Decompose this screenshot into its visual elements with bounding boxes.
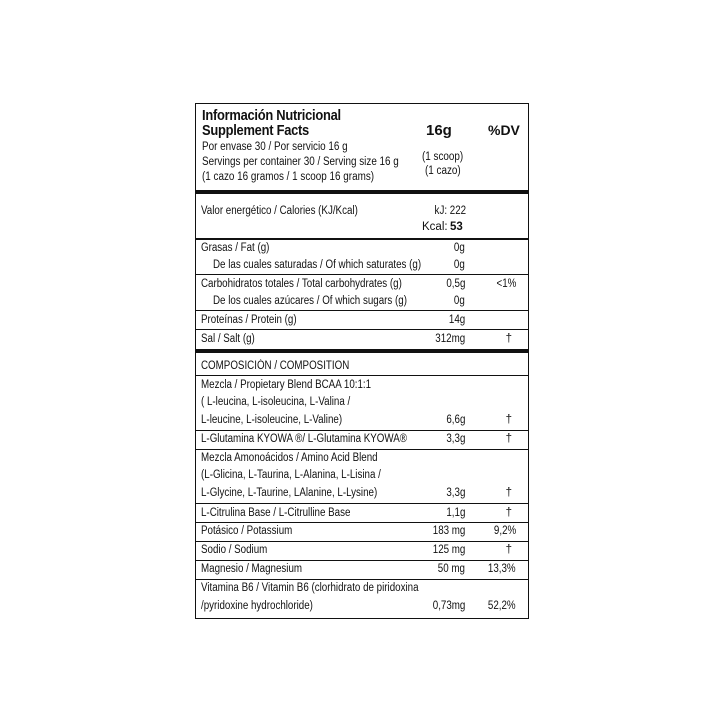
kcal-label: Kcal: [422,221,448,233]
divider-thick [196,349,528,353]
divider [196,449,528,450]
kcal-value: 53 [450,221,463,233]
facts-header [200,107,526,194]
divider [196,541,528,542]
serving-column-header: 16g [426,122,452,139]
divider [196,238,528,240]
divider [196,430,528,431]
divider [196,503,528,504]
divider [196,310,528,311]
scoop-line: (1 cazo 16 gramos / 1 scoop 16 grams) [202,171,375,183]
divider [196,522,528,523]
scoop-en: (1 scoop) [422,151,464,163]
scoop-es: (1 cazo) [425,165,461,177]
title-spanish: Información Nutricional [202,107,341,124]
servings-line-es: Por envase 30 / Por servicio 16 g [202,141,348,153]
title-english: Supplement Facts [202,122,309,139]
divider [196,375,528,376]
divider [196,274,528,275]
divider [196,329,528,330]
servings-line-en: Servings per container 30 / Serving size 16 g [202,156,399,168]
divider-thick [196,190,528,194]
dv-column-header: %DV [488,122,520,138]
divider [196,579,528,580]
divider [196,560,528,561]
energy-label: Valor energético / Calories (KJ/Kcal) [201,205,358,217]
energy-kj: kJ: 222 [434,205,466,217]
composition-heading: COMPOSICIÓN / COMPOSITION [201,360,350,372]
supplement-facts-panel: Información Nutricional Supplement Facts 16g %DV Por envase 30 / Por servicio 16 g Servings per container 30 / Serving size 16 g (1 cazo 16 gramos / 1 scoop 16 grams) (1 scoop) (1 cazo) Valor energético / Calories (KJ/Kcal) kJ: 222 Kcal: 53 Grasas / Fat (g) 0g De las cuales saturadas / Of which saturates (g) 0g Carbohidratos totales / Total carbohydrates (g) 0,5g <1% De los cuales azúcares / Of which sugars (g) 0g Proteínas / Protein (g) 14g Sal / Salt (g) 312mg † COMPOSICIÓN / COMPOSITION Mezcla / Propietary Blend BCAA 10:1:1 ( L-leucina, L-isoleucina, L-Valina / L-leucine, L-isoleucine, L-Valine) 6,6g † L-Glutamina KYOWA ®/ L-Glutamina KYOWA® 3,3g † Mezcla Amonoácidos / Amino Acid Blend (L-Glicina, L-Taurina, L-Alanina, L-Lisina / L-Glycine, L-Taurine, LAlanine, L-Lysine) 3,3g † L-Citrulina Base / L-Citrulline Base 1,1g † Potásico / Potassium 183 mg 9,2% Sodio / Sodium 125 mg † Magnesio / Magnesium 50 mg 13,3% Vitamina B6 / Vitamin B6 (clorhidrato de piridoxina /pyridoxine hydrochloride) 0,73mg 52,2% [195,103,529,619]
